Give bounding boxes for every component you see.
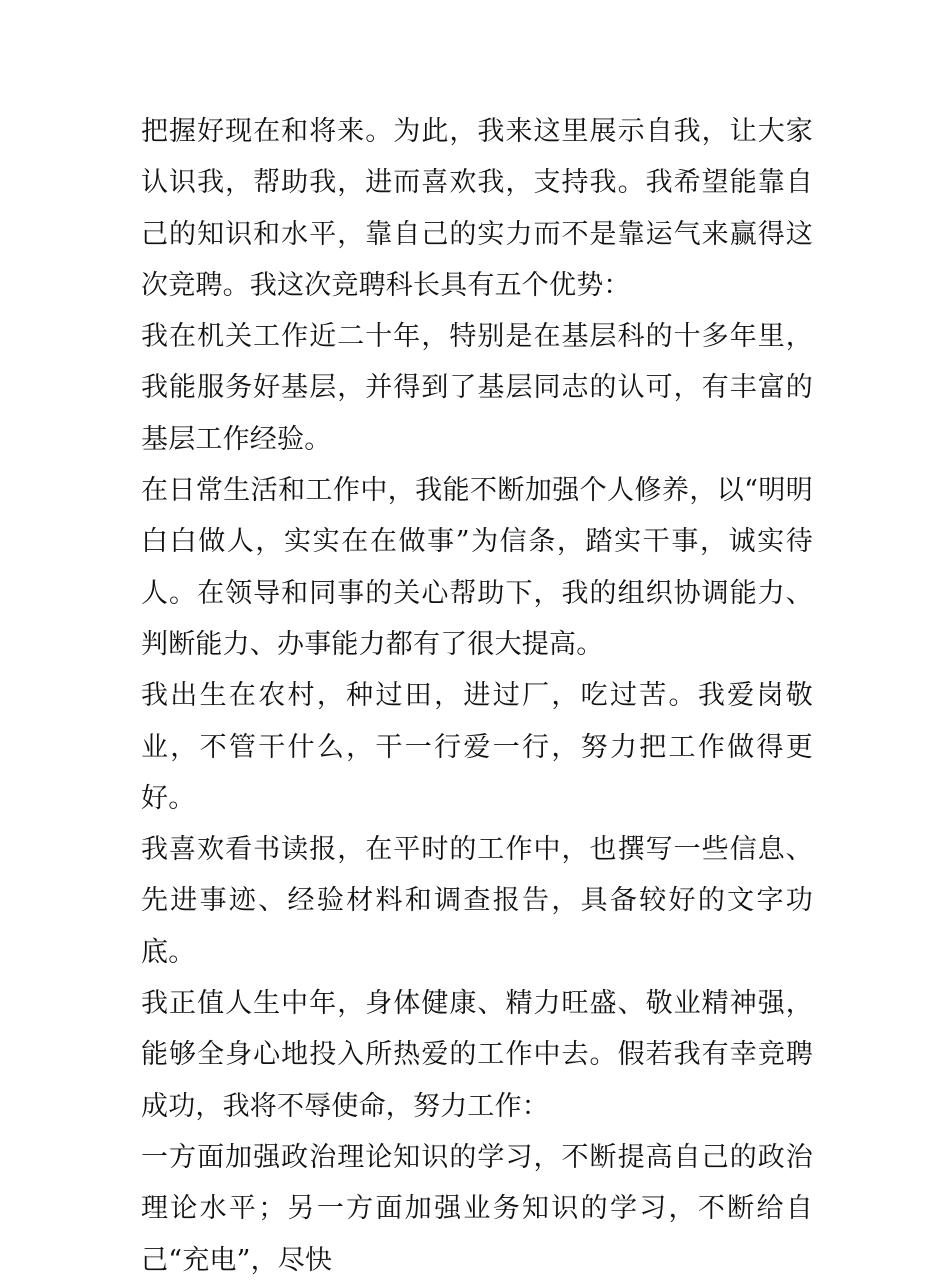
paragraph: 把握好现在和将来。为此，我来这里展示自我，让大家认识我，帮助我，进而喜欢我，支持我。我希望能靠自己的知识和水平，靠自己的实力而不是靠运气来赢得这次竞聘。我这次竞聘科长具有五个优势： <box>141 116 813 301</box>
paragraph: 我正值人生中年，身体健康、精力旺盛、敬业精神强，能够全身心地投入所热爱的工作中去。假若我有幸竞聘成功，我将不辱使命，努力工作： <box>141 988 813 1122</box>
paragraph: 我在机关工作近二十年，特别是在基层科的十多年里，我能服务好基层，并得到了基层同志的认可，有丰富的基层工作经验。 <box>141 321 813 455</box>
paragraph: 我喜欢看书读报，在平时的工作中，也撰写一些信息、先进事迹、经验材料和调查报告，具备较好的文字功底。 <box>141 834 813 968</box>
document-body <box>141 106 813 1286</box>
paragraph: 在日常生活和工作中，我能不断加强个人修养，以“明明白白做人，实实在在做事”为信条，踏实干事，诚实待人。在领导和同事的关心帮助下，我的组织协调能力、判断能力、办事能力都有了很大提高。 <box>141 475 813 660</box>
paragraph: 一方面加强政治理论知识的学习，不断提高自己的政治理论水平；另一方面加强业务知识的学习，不断给自己“充电”，尽快 <box>141 1141 813 1276</box>
paragraph: 我出生在农村，种过田，进过厂，吃过苦。我爱岗敬业，不管干什么，干一行爱一行，努力把工作做得更好。 <box>141 680 813 814</box>
